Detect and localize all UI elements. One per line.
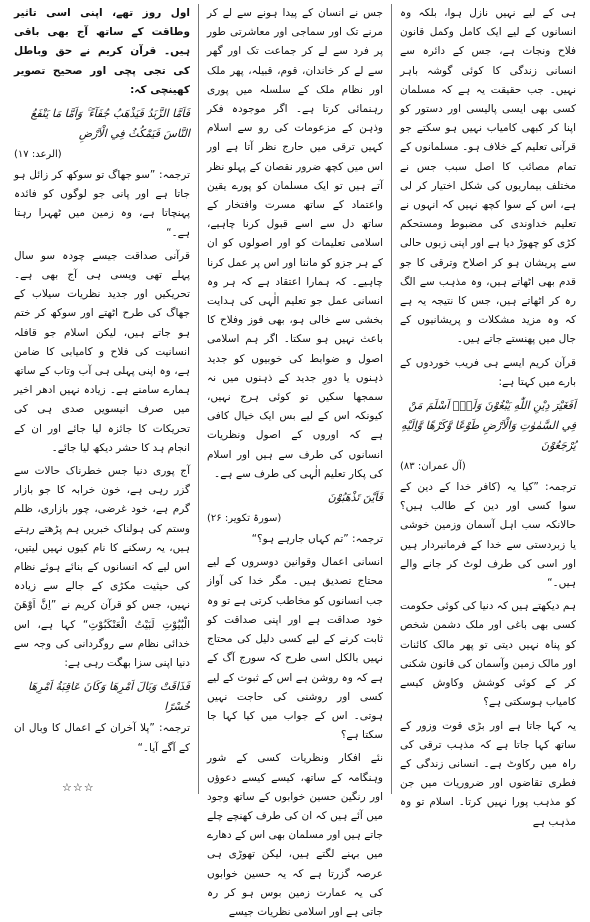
column-right-paragraph-4: یہ کہا جاتا ہے اور بڑی قوت وزور کے ساتھ کہا جاتا ہے کہ مذہب ترقی کی راہ میں رکاوٹ ہے۔ انسانی زندگی کے فطری تقاضوں اور ضروریات میں جن کو مذہب پورا نہیں کرتا۔ اسلام تو وہ مذہب ہے: [400, 719, 576, 828]
translation: ترجمہ: ”کیا یہ (کافر خدا کے دین کے سوا کسی اور دین کے طالب ہیں؟ حالانکہ سب اہل آسمان وزمین خوشی یا زبردستی سے خدا کے فرمانبردار ہیں اور اسی کی طرف لوٹ کر جانے والے ہیں۔“: [400, 481, 576, 590]
column-left-paragraph-3: آج پوری دنیا جس خطرناک حالات سے گزر رہی ہے، خون خرابہ کا جو بازار گرم ہے، خود غرضی، چور بازاری، ظلم وستم کی ہولناک خبریں ہم پڑھتے رہتے ہیں، یہ رسکنے کا نام کیوں نہیں لیتیں، اس لیے کہ انسانوں کے بنائے ہوئے نظام کی حیثیت مکڑی کے جالے سے زیادہ نہیں، جس کو قرآن کریم نے ”اِنَّ اَوْهَنَ الْبُيُوْتِ لَبَيْتُ الْعَنْكَبُوْتِ“ کہا ہے، اس خدائی نظام سے روگردانی کی وجہ سے دنیا اپنی سزا بھگت رہی ہے:: [14, 465, 190, 670]
column-middle-paragraph-1: جس نے انسان کے پیدا ہونے سے لے کر مرنے تک اور سماجی اور معاشرتی طور پر فرد سے لے کر جماعت تک اور گھر سے لے کر خاندان، قوم، قبیلہ، پھر ملک اور نظام ملک کے سلسلہ میں پوری رہنمائی کرتا ہے۔ اگر موجودہ فکر وذہن کے مزعومات کی رو سے اسلام کہیں ترقی میں حارج نظر آتا ہے اور اس میں کچھ ضرور نقصان کے پہلو نظر آتے ہیں تو ایک مسلمان کو پورے یقین واعتماد کے ساتھ مسرت وافتخار کے ساتھ دل سے اسے قبول کرنا چاہیے، اسلامی تعلیمات کو اور اصولوں کو ان کے ہر جزو کو ماننا اور اس پر عمل کرنا چاہیے۔ کہ ہمارا اعتقاد ہے کہ ہر وہ انسانی عمل جو تعلیم الٰہی کی ہدایت بخشی سے خالی ہو، بھی فوز وفلاح کا باعث نہیں ہو سکتا۔ اگر ہم اسلامی اصول و ضوابط کی خوبیوں کو جدید ذہنوں یا دورِ جدید کے ذہنوں میں نہ سمجھا سکیں تو کوئی ہرج نہیں، کیونکہ اس کے لیے بس ایک خیال کافی ہے کہ اوروں کے اصول ونظریات انسانوں کی طرف سے ہیں اور اسلام کی پکار تعلیم الٰہی کی طرف سے ہے۔: [207, 7, 383, 480]
column-middle: [199, 4, 392, 918]
translation: ترجمہ: ”تم کہاں جارہے ہو؟“: [251, 533, 383, 546]
verse-reference: (آل عمران: ۸۳): [400, 461, 466, 473]
column-left: [6, 4, 199, 794]
column-right-paragraph-2: قرآن کریم ایسے ہی فریب خوردوں کے بارے میں کہتا ہے:: [400, 356, 576, 388]
verse-reference: (الرعد: ۱۷): [14, 149, 62, 161]
column-middle-paragraph-3: نئے افکار ونظریات کسی کے شور وہنگامہ کے ساتھ، کیسے کیسے دعوؤں اور رنگین حسین خوابوں کے ساتھ وجود میں آئے ہیں کہ ان کی طرف کھنچے چلے جاتے ہیں اور مسلمان بھی اس کے دھارے میں بہنے لگتے ہیں، لیکن تھوڑی ہی عرصہ گزرتا ہے کہ یہ حسین خوابوں کی یہ عمارت زمین بوس ہو کر رہ جاتی ہے اور اسلامی نظریات جیسے: [207, 752, 383, 918]
end-stars-ornament: ☆☆☆: [62, 781, 95, 794]
quran-verse: فَاَمَّا الزَّبَدُ فَيَذْهَبُ جُفَآءً ۚ وَاَمَّا مَا يَنْفَعُ النَّاسَ فَيَمْكُثُ فِي الْاَرْضِ: [30, 107, 190, 141]
column-right-paragraph-1: ہی کے لیے نہیں نازل ہوا، بلکہ وہ انسانوں کے لیے ایک کامل وکمل قانون فلاح ونجات ہے، جس کے دائرہ سے انسانی زندگی کا کوئی گوشہ باہر نہیں۔ جب حقیقت یہ ہے کہ مسلمان کسی بھی ایسی پالیسی اور دستور کو اپنا کر کبھی کامیاب نہیں ہو سکتے جو قرآنی تعلیم کے خلاف ہو۔ مسلمانوں کے تمام مصائب کا اصل سبب جس نے مختلف بیماریوں کی شکل اختیار کر لی ہے، اس کے سوا کچھ نہیں کہ انہوں نے تعلیم خداوندی کی مضبوط ومستحکم کڑی کو چھوڑ دیا ہے اور اپنی زبوں حالی سے پریشان ہو کر اصلاح وترقی کا جو قدم بھی اٹھاتے ہیں، وہ مذہب سے الگ رہ کر اٹھاتے ہیں، جس کا نتیجہ یہ ہے کہ وہ مزید مشکلات و پریشانیوں کے جال میں پھنستے جاتے ہیں۔: [400, 7, 576, 346]
column-middle-paragraph-2: انسانی اعمال وقوانین دوسروں کے لیے محتاج تصدیق ہیں۔ مگر خدا کی آواز جب انسانوں کو مخاطب کرتی ہے تو وہ خود صداقت ہے اور اپنی صداقت کو ثابت کرنے کے لیے کسی دلیل کی محتاج نہیں بالکل اسی طرح کہ سورج آگ کے ہے کہ وہ روشن ہے اس کے ثبوت کے لیے کسی اور روشنی کی حاجت نہیں ہوتی۔ اس کے جواب میں کیا کہا جا سکتا ہے؟: [207, 556, 383, 742]
quran-verse-2: فَذَاقَتْ وَبَالَ اَمْرِهَا وَكَانَ عَاقِبَةُ اَمْرِهَا خُسْرًا: [27, 680, 190, 714]
translation: ترجمہ: ”سو جھاگ تو سوکھ کر زائل ہو جاتا ہے اور پانی جو لوگوں کو فائدہ پہنچاتا ہے، وہ زمین میں ٹھہرا رہتا ہے۔“: [14, 169, 190, 239]
column-left-paragraph-2: قرآنی صداقت جیسے چودہ سو سال پہلے تھی ویسی ہی آج بھی ہے۔ تحریکیں اور جدید نظریات سیلاب کے جھاگ کی طرح اٹھتے اور سوکھ کر ختم ہو جاتے ہیں، لیکن اسلام جو قافلہ انسانیت کی فلاح و کامیابی کا ضامن ہے، وہ اپنی پہلی ہی آب وتاب کے ساتھ ہمارے سامنے ہے۔ زیادہ نہیں ادھر اخیر میں صرف انیسویں صدی ہی کی تحریکات کا جائزہ لیا جائے اور ان کے انجام ہد کا حشر دیکھ لیا جائے۔: [14, 249, 190, 454]
column-left-paragraph-1: اول روز تھے، اپنی اسی تاثیر وطاقت کے ساتھ آج بھی باقی ہیں۔ قرآن کریم نے حق وباطل کی تجی پچی اور صحیح تصویر کھینچی کہ:: [14, 7, 190, 96]
quran-verse: اَفَغَيْرَ دِيْنِ اللّٰهِ يَبْغُوْنَ وَلَهٗۤ اَسْلَمَ مَنْ فِي السَّمٰوٰتِ وَالْاَرْضِ طَوْعًا وَّكَرْهًا وَّاِلَيْهِ يُرْجَعُوْنَ: [401, 399, 576, 453]
translation-2: ترجمہ: ”پلا آخران کے اعمال کا وبال ان کے آگے آیا۔“: [14, 722, 190, 754]
column-right-paragraph-3: ہم دیکھتے ہیں کہ دنیا کی کوئی حکومت کسی بھی باغی اور ملک دشمن شخص کو پناہ نہیں دیتی تو پھر مالک کائنات اور مالک زمین وآسمان کی قانون شکنی کر کے کوئی کوشش وکاوش کیسے کامیاب ہوسکتی ہے؟: [400, 600, 576, 709]
quran-verse: فَاَيْنَ تَذْهَبُوْنَ: [327, 491, 383, 505]
verse-reference: (سورۃ تکویر: ۲۶): [207, 513, 282, 525]
column-right: [392, 4, 584, 828]
